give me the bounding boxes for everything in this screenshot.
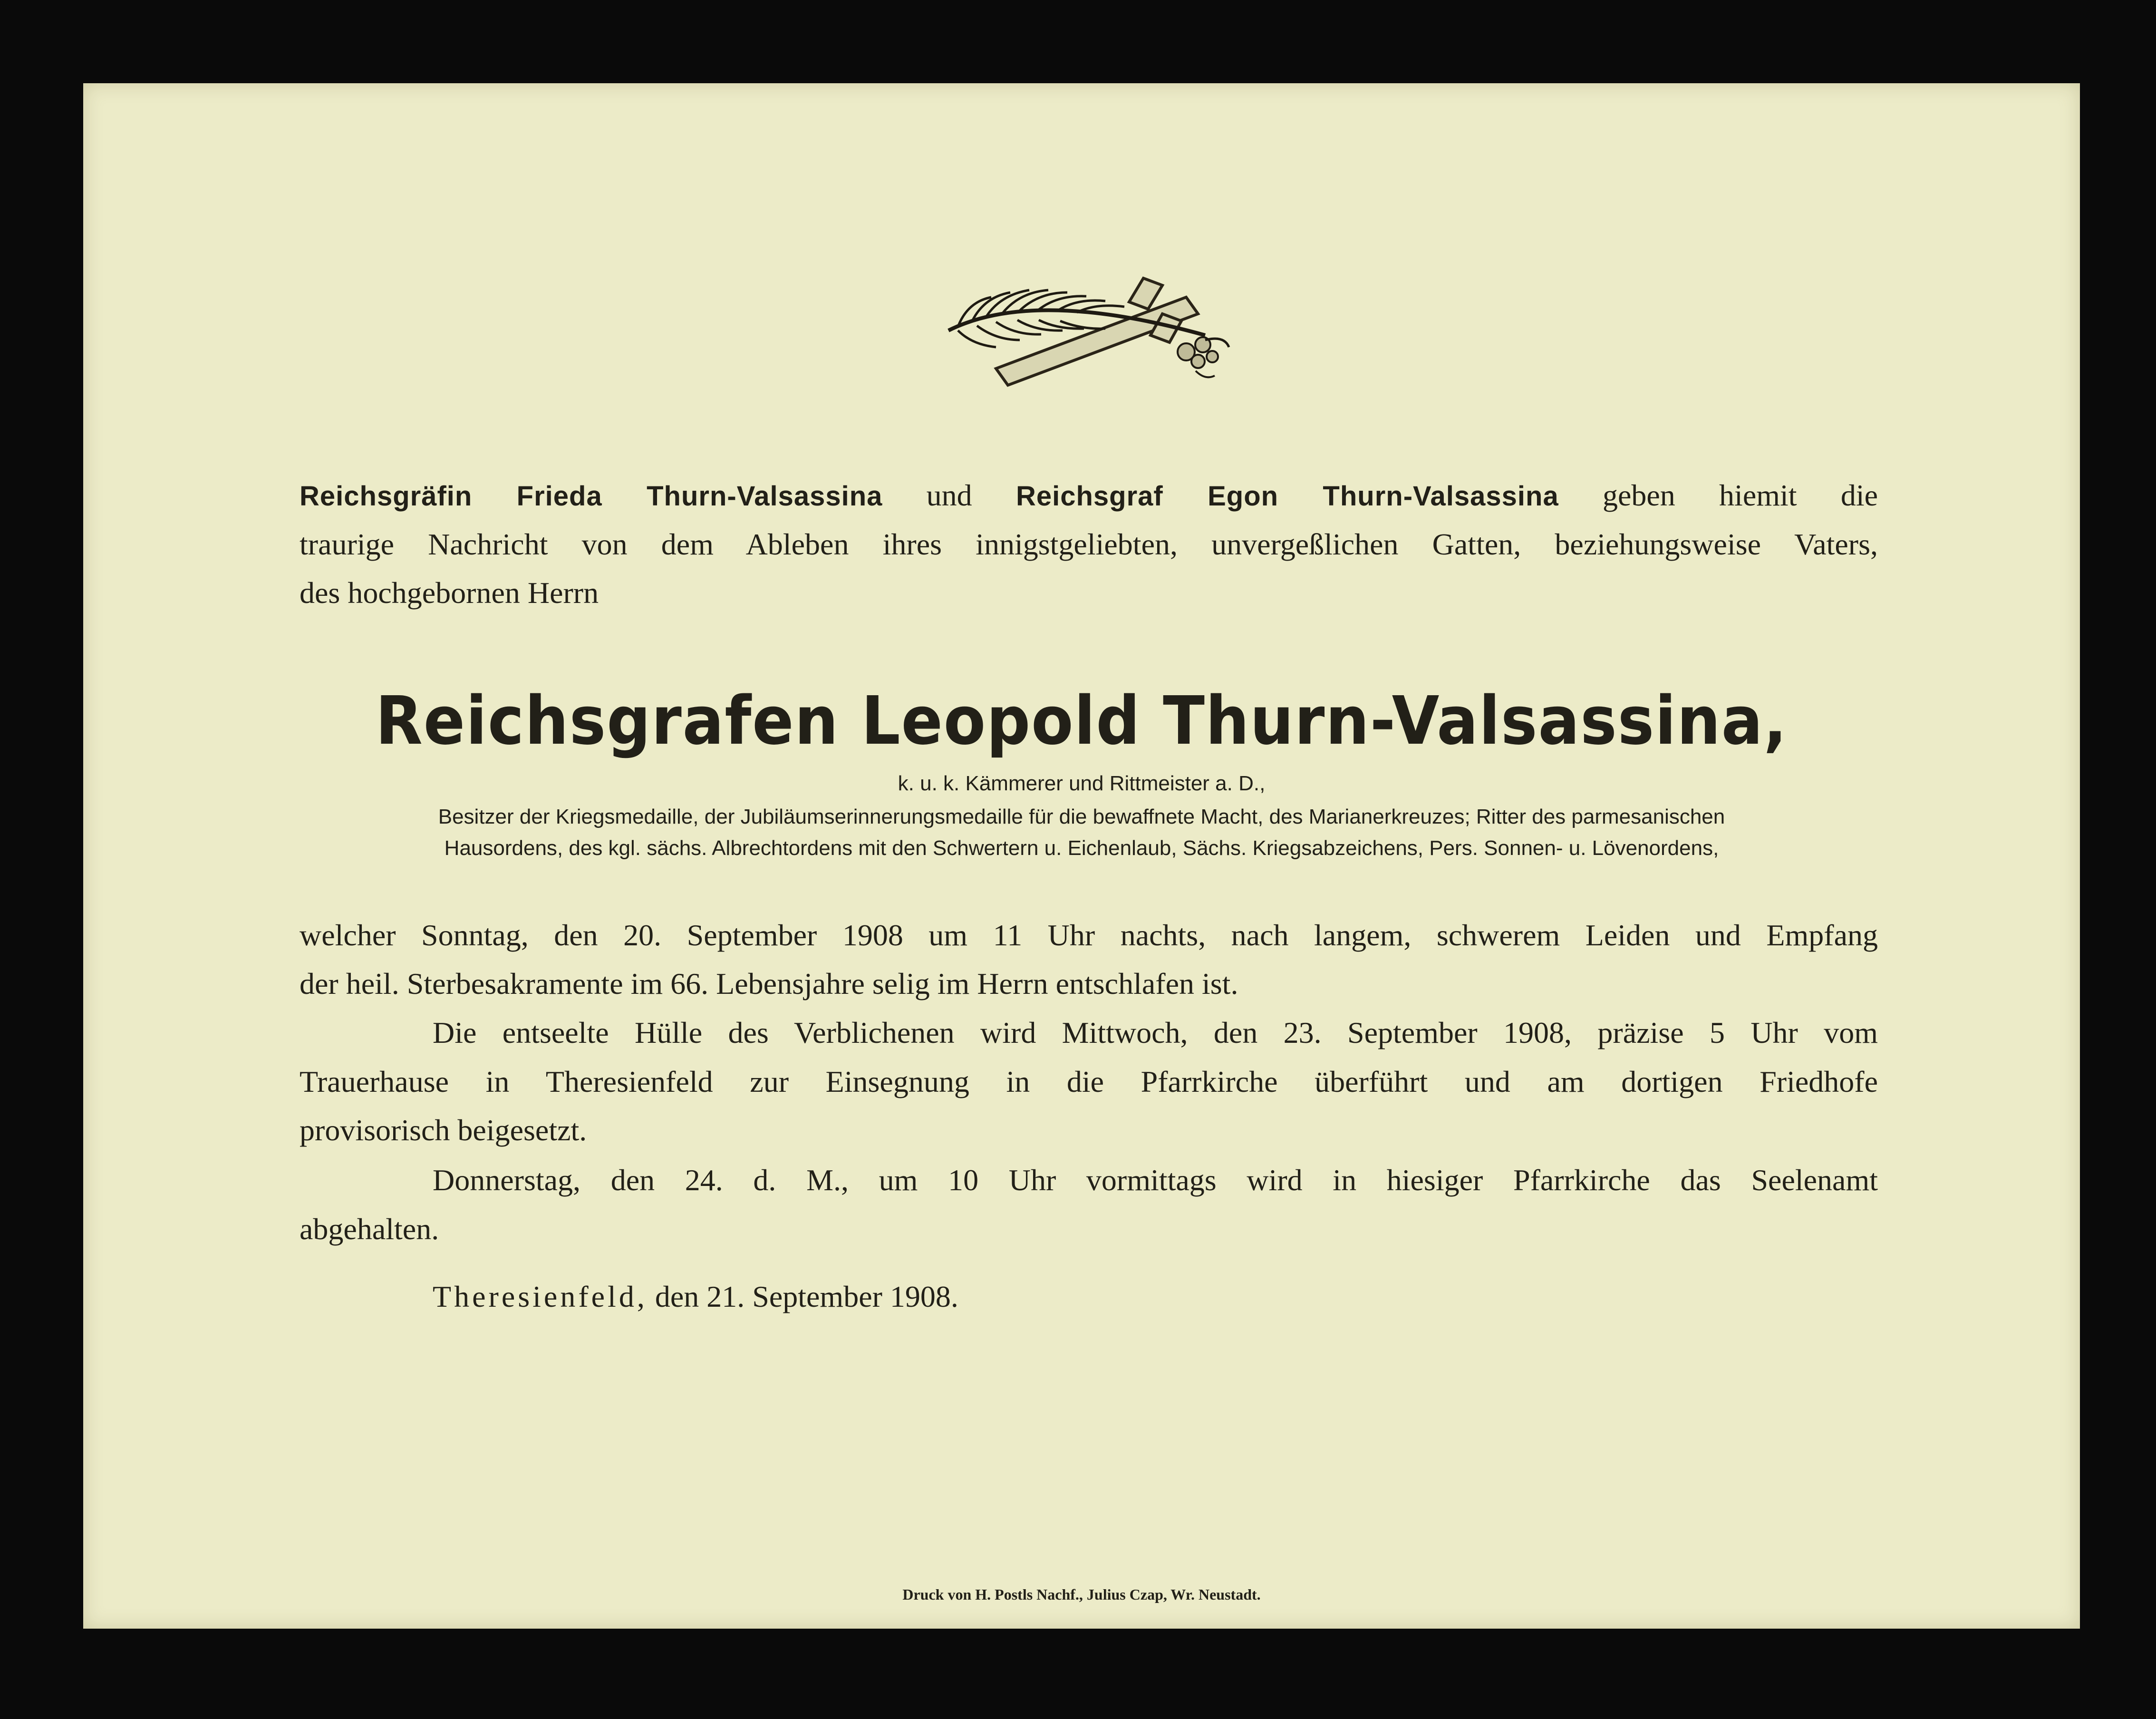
mourning-notice-sheet	[83, 83, 2080, 1629]
deceased-rank: k. u. k. Kämmerer und Rittmeister a. D.,	[898, 772, 1266, 795]
transfer-line-3: provisorisch beigesetzt.	[300, 1113, 587, 1147]
closing-line	[300, 1272, 1878, 1321]
intro-line-2: traurige Nachricht von dem Ableben ihres innigstgeliebten, unvergeßlichen Gatten, beziehungsweise Vaters,	[300, 527, 1878, 561]
intro-line-3: des hochgebornen Herrn	[300, 576, 599, 610]
printer-imprint: Druck von H. Postls Nachf., Julius Czap, Wr. Neustadt.	[902, 1586, 1261, 1603]
transfer-line-2: Trauerhause in Theresienfeld zur Einsegnung in die Pfarrkirche überführt und am dortigen Friedhofe	[300, 1065, 1878, 1098]
intro-line-1	[300, 471, 1878, 521]
mass-line-1: Donnerstag, den 24. d. M., um 10 Uhr vormittags wird in hiesiger Pfarrkirche das Seelenamt	[433, 1163, 1878, 1197]
sender-egon: Reichsgraf Egon Thurn-Valsassina	[1015, 481, 1559, 512]
death-line-1: welcher Sonntag, den 20. September 1908 um 11 Uhr nachts, nach langem, schwerem Leiden und Empfang	[300, 918, 1878, 952]
intro-line-1-tail: geben hiemit die	[1602, 478, 1878, 512]
transfer-line-1: Die entseelte Hülle des Verblichenen wird Mittwoch, den 23. September 1908, präzise 5 Uhr vom	[433, 1016, 1878, 1049]
closing-date: den 21. September 1908.	[655, 1280, 958, 1313]
death-line-2: der heil. Sterbesakramente im 66. Lebensjahre selig im Herrn entschlafen ist.	[300, 967, 1238, 1000]
closing-place: Theresienfeld,	[433, 1280, 648, 1313]
sender-frieda: Reichsgräfin Frieda Thurn-Valsassina	[300, 481, 883, 512]
and-word: und	[926, 478, 972, 512]
deceased-name: Reichsgrafen Leopold Thurn-Valsassina,	[375, 682, 1788, 760]
deceased-honors-1: Besitzer der Kriegsmedaille, der Jubiläumserinnerungsmedaille für die bewaffnete Macht, des Marianerkreuzes; Ritter des parmesanischen	[438, 805, 1725, 828]
cross-with-palm-frond-icon	[939, 269, 1329, 392]
deceased-honors-2: Hausordens, des kgl. sächs. Albrechtordens mit den Schwertern u. Eichenlaub, Sächs. Kriegsabzeichens, Pers. Sonnen- u. Lövenordens,	[444, 836, 1719, 860]
mass-line-2: abgehalten.	[300, 1212, 439, 1246]
